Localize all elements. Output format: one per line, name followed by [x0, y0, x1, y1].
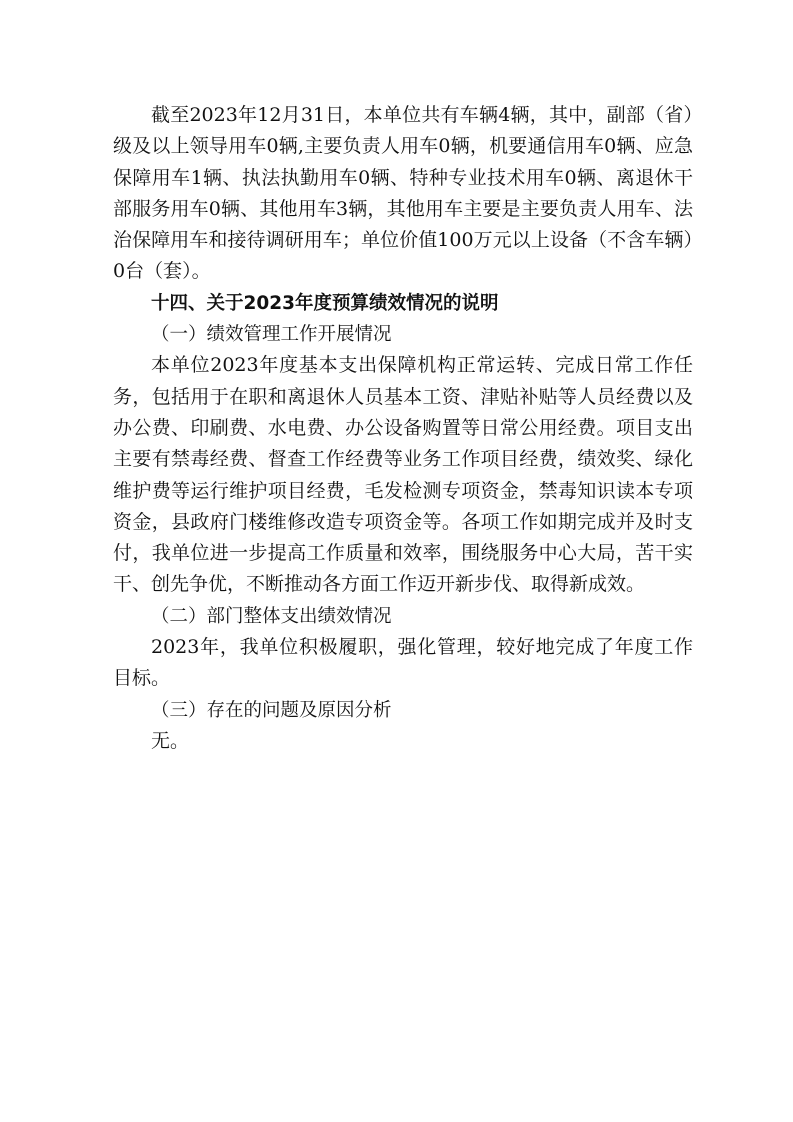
subsection-2-heading: （二）部门整体支出绩效情况: [151, 605, 392, 627]
document-body: [113, 100, 693, 757]
subsection-3-paragraph: 无。: [151, 729, 190, 752]
subsection-1-paragraph: 本单位2023年度基本支出保障机构正常运转、完成日常工作任务，包括用于在职和离退休人员基本工资、津贴补贴等人员经费以及办公费、印刷费、水电费、办公设备购置等日常公用经费。项目支出主要有禁毒经费、督查工作经费等业务工作项目经费，绩效奖、绿化维护费等运行维护项目经费，毛发检测专项资金，禁毒知识读本专项资金，县政府门楼维修改造专项资金等。各项工作如期完成并及时支付，我单位进一步提高工作质量和效率，围绕服务中心大局，苦干实干、创先争优，不断推动各方面工作迈开新步伐、取得新成效。: [113, 354, 693, 596]
vehicles-paragraph: 截至2023年12月31日，本单位共有车辆4辆，其中，副部（省）级及以上领导用车0辆,主要负责人用车0辆，机要通信用车0辆、应急保障用车1辆、执法执勤用车0辆、特种专业技术用车0辆、离退休干部服务用车0辆、其他用车3辆，其他用车主要是主要负责人用车、法治保障用车和接待调研用车；单位价值100万元以上设备（不含车辆）0台（套）。: [113, 104, 693, 283]
subsection-3-heading: （三）存在的问题及原因分析: [151, 699, 392, 721]
subsection-2-paragraph: 2023年，我单位积极履职，强化管理，较好地完成了年度工作目标。: [113, 636, 693, 690]
subsection-1-heading: （一）绩效管理工作开展情况: [151, 324, 392, 346]
section-14-heading: 十四、关于2023年度预算绩效情况的说明: [151, 292, 499, 314]
